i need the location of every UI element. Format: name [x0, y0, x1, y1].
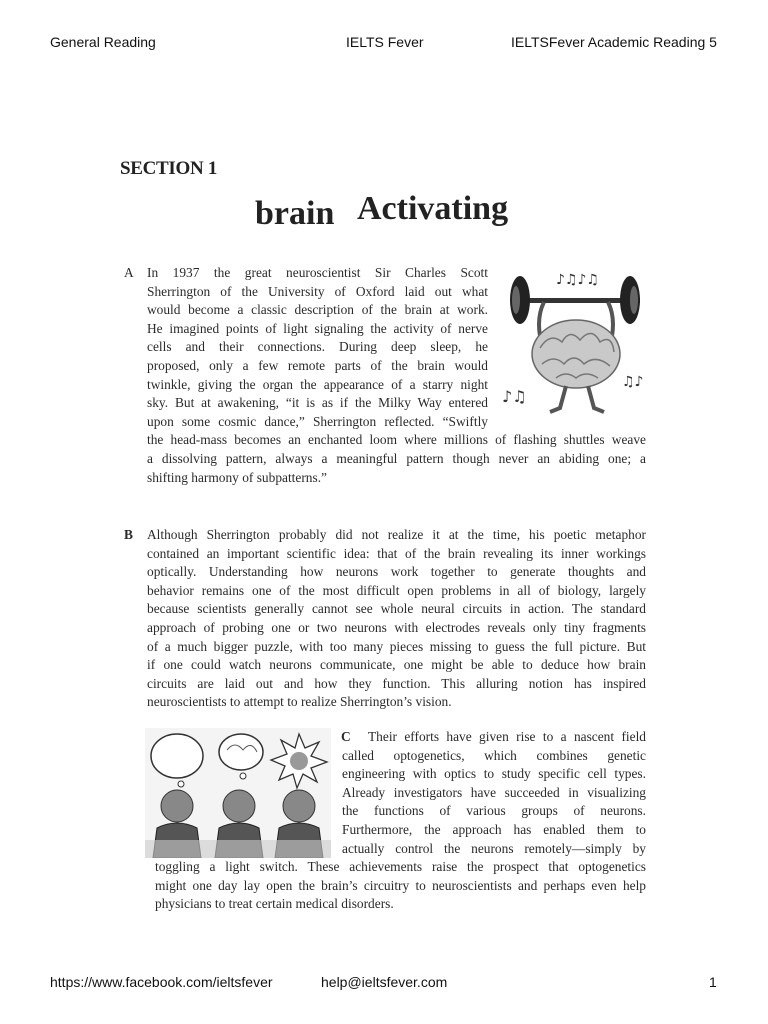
svg-text:♪♫♪♫: ♪♫♪♫: [556, 272, 599, 288]
paragraph-a-line: Sherrington of the University of Oxford laid out what: [147, 283, 488, 299]
paragraph-b-line: Although Sherrington probably did not realize it at the time, his poetic metaphor: [147, 527, 646, 542]
paragraph-b-line: neuroscientists to attempt to realize Sherrington’s vision.: [147, 694, 452, 710]
paragraph-a-line: the head-mass becomes an enchanted loom where millions of flashing shuttles weave: [147, 432, 646, 448]
svg-text:♪♫: ♪♫: [502, 387, 527, 406]
page-number: 1: [709, 974, 717, 990]
paragraph-b-line: circuits are laid out and how they function. This alluring notion has inspired: [147, 675, 646, 691]
paragraph-a-line: would become a classic description of the brain at work.: [147, 302, 488, 318]
paragraph-c-line: might one day lay open the brain’s circuitry to neuroscientists and perhaps even help: [155, 877, 646, 893]
paragraph-b-line: approach of probing one or two neurons with electrodes reveals only tiny fragments: [147, 619, 646, 635]
paragraph-a-line: In 1937 the great neuroscientist Sir Charles Scott: [147, 265, 488, 280]
paragraph-a-letter: A: [124, 265, 134, 280]
svg-text:♫♪: ♫♪: [622, 374, 644, 390]
paragraph-a-line: shifting harmony of subpatterns.”: [147, 469, 327, 485]
paragraph-c: [155, 728, 646, 914]
paragraph-b-line: optically. Understanding how neurons work together to generate thoughts and: [147, 564, 646, 580]
paragraph-c-line: Their efforts have given rise to a nascent field: [368, 729, 646, 744]
title-word-brain: brain: [255, 195, 335, 232]
paragraph-c-line: called optogenetics, which combines genetic: [342, 747, 646, 763]
paragraph-b-line: behavior remains one of the most difficult open problems in all of biology, largely: [147, 582, 646, 598]
paragraph-a-line: He imagined points of light signaling the activity of nerve: [147, 320, 488, 336]
paragraph-c-line: engineering with optics to study specific cell types.: [342, 766, 646, 782]
paragraph-a-line: sky. But at awakening, “it is as if the Milky Way entered: [147, 395, 488, 411]
paragraph-c-line: actually control the neurons remotely—simply by: [342, 840, 646, 856]
paragraph-b-line: contained an important scientific idea: that of the brain revealing its inner workings: [147, 545, 646, 561]
paragraph-c-letter: C: [341, 729, 351, 744]
paragraph-a-line: cells and their connections. During deep sleep, he: [147, 339, 488, 355]
brain-barbell-illustration: [500, 262, 652, 420]
paragraph-a-line: a dissolving pattern, always a meaningful pattern though never an abiding one; a: [147, 450, 646, 466]
paragraph-a-line: twinkle, giving the organ the appearance of a starry night: [147, 376, 488, 392]
header-center: IELTS Fever: [346, 34, 424, 50]
header-right: IELTSFever Academic Reading 5: [511, 34, 717, 50]
paragraph-c-line: the functions of various groups of neurons.: [342, 803, 646, 819]
paragraph-c-line: Furthermore, the approach has enabled them to: [342, 821, 646, 837]
paragraph-c-line: Already investigators have succeeded in visualizing: [342, 784, 646, 800]
footer-email[interactable]: help@ieltsfever.com: [321, 974, 448, 990]
paragraph-a-line: proposed, only a few remote parts of the brain would: [147, 357, 488, 373]
title-word-activating: Activating: [357, 190, 509, 227]
footer-link[interactable]: https://www.facebook.com/ieltsfever: [50, 974, 273, 990]
section-label: SECTION 1: [120, 158, 218, 179]
paragraph-b-line: because scientists generally cannot see whole neural circuits in action. The standard: [147, 601, 646, 617]
paragraph-b-letter: B: [124, 527, 133, 542]
paragraph-a-line: upon some cosmic dance,” Sherrington reflected. “Swiftly: [147, 413, 488, 429]
paragraph-b: [147, 526, 646, 712]
paragraph-b-line: if one could watch neurons communicate, one might be able to deduce how brain: [147, 657, 646, 673]
header-left: General Reading: [50, 34, 156, 50]
paragraph-b-line: of a much bigger puzzle, with too many pieces missing to guess the full picture. But: [147, 638, 646, 654]
paragraph-c-line: toggling a light switch. These achievements raise the prospect that optogenetics: [155, 859, 646, 875]
paragraph-c-line: physicians to treat certain medical disorders.: [155, 896, 394, 912]
